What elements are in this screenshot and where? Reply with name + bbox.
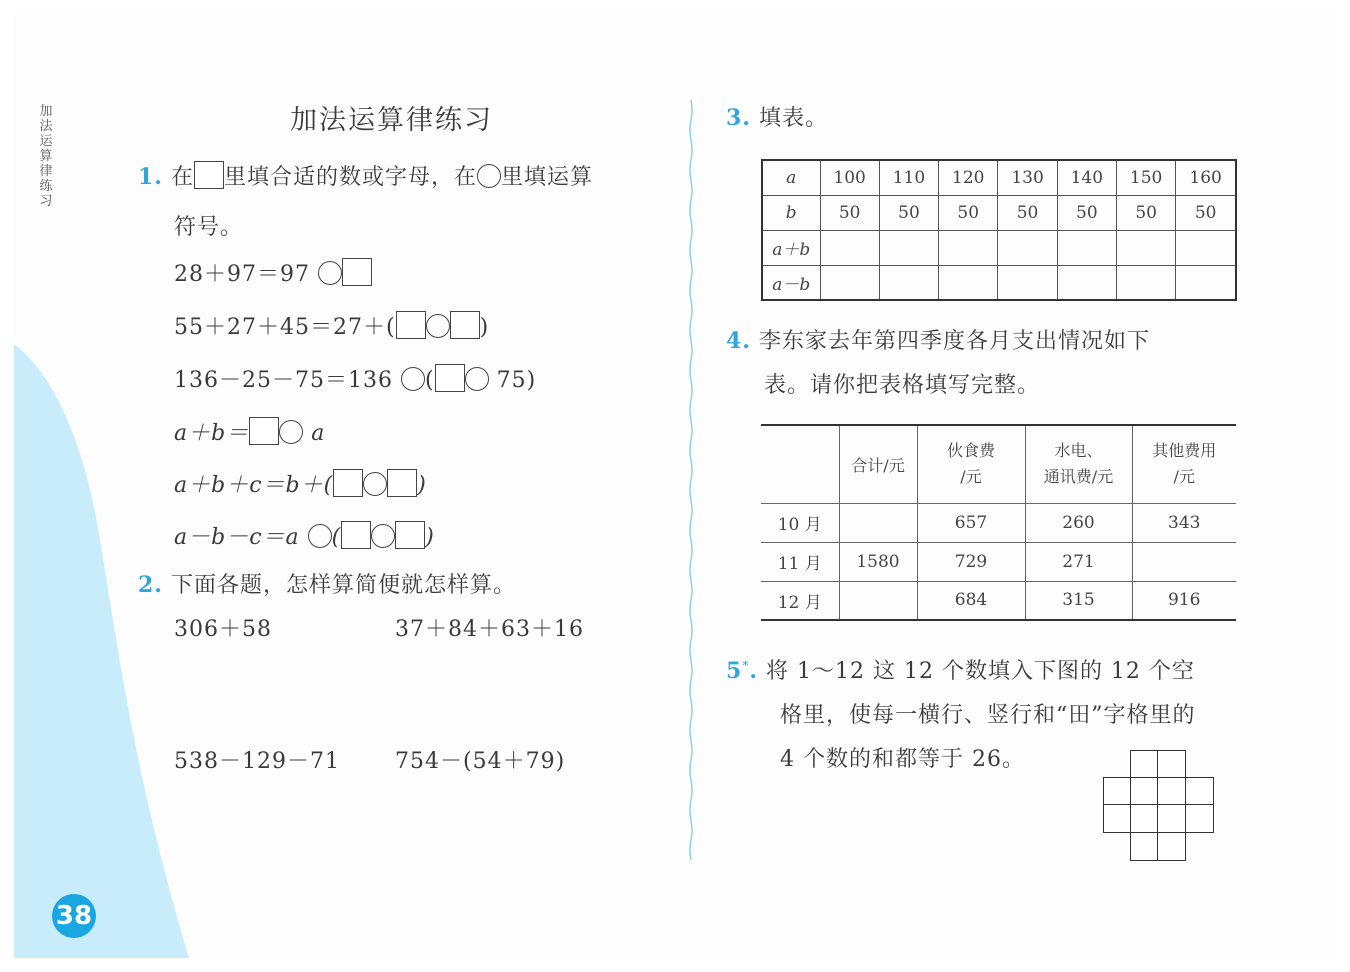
answer-cell[interactable] xyxy=(820,230,879,265)
expr: 55＋27＋45＝27＋( xyxy=(174,315,396,340)
table-row xyxy=(761,581,1236,620)
q4-number: 4. xyxy=(726,328,751,354)
answer-box[interactable] xyxy=(395,521,425,549)
q2-expr-3: 538－129－71 xyxy=(174,749,340,774)
table-row xyxy=(762,265,1236,300)
row-label: a－b xyxy=(762,265,820,300)
center-divider xyxy=(689,100,693,860)
answer-box[interactable] xyxy=(435,364,465,392)
expr: 136－25－75＝136 xyxy=(174,368,393,393)
table-cell: 916 xyxy=(1132,581,1236,620)
workbook-page xyxy=(14,14,1336,958)
page-number: 38 xyxy=(52,894,96,938)
grid-cell[interactable] xyxy=(1185,804,1214,833)
q1-text-c: 里填运算 xyxy=(501,165,594,190)
answer-cell[interactable] xyxy=(998,230,1057,265)
answer-cell[interactable] xyxy=(1176,230,1236,265)
table-cell: 150 xyxy=(1116,160,1175,195)
q4-prompt xyxy=(726,324,1150,355)
answer-circle[interactable] xyxy=(279,420,303,444)
row-label: b xyxy=(762,195,820,230)
answer-cell[interactable] xyxy=(839,503,917,542)
table-row xyxy=(761,503,1236,542)
q5-dot: . xyxy=(749,658,758,684)
answer-circle[interactable] xyxy=(426,314,450,338)
var-a: a xyxy=(311,421,326,446)
grid-cell[interactable] xyxy=(1103,777,1132,806)
answer-box[interactable] xyxy=(341,521,371,549)
answer-box[interactable] xyxy=(333,469,363,497)
answer-box[interactable] xyxy=(342,258,372,286)
grid-cell[interactable] xyxy=(1157,777,1186,806)
header-other: 其他费用 /元 xyxy=(1132,425,1236,503)
paren-open: ( xyxy=(331,525,342,550)
table-cell: 100 xyxy=(820,160,879,195)
row-label: a xyxy=(762,160,820,195)
side-title: 加 法 运 算 律 练 习 xyxy=(39,104,53,209)
q4-prompt-2: 表。请你把表格填写完整。 xyxy=(764,373,1041,398)
header-total: 合计/元 xyxy=(839,425,917,503)
table-row xyxy=(762,195,1236,230)
grid-cell[interactable] xyxy=(1130,804,1159,833)
expr-tail: 75) xyxy=(488,368,537,393)
table-row xyxy=(762,160,1236,195)
q3-number: 3. xyxy=(726,105,751,131)
answer-cell[interactable] xyxy=(1116,230,1175,265)
q1-prompt-2: 符号。 xyxy=(174,215,244,240)
table-cell: 110 xyxy=(879,160,938,195)
table-cell: 657 xyxy=(917,503,1025,542)
answer-cell[interactable] xyxy=(839,581,917,620)
q5-number: 5 xyxy=(726,658,743,684)
q1-text-a: 在 xyxy=(170,165,194,190)
table-cell: 140 xyxy=(1057,160,1116,195)
table-cell: 729 xyxy=(917,542,1025,581)
row-label: a＋b xyxy=(762,230,820,265)
q1-line-5 xyxy=(174,468,427,499)
table-cell: 50 xyxy=(998,195,1057,230)
corner-cell xyxy=(761,425,839,503)
q2-number: 2. xyxy=(138,572,163,598)
expr: a＋b＋c＝b＋( xyxy=(174,473,334,498)
q1-number: 1. xyxy=(138,164,163,190)
table-cell: 160 xyxy=(1176,160,1236,195)
table-row xyxy=(762,230,1236,265)
grid-cell[interactable] xyxy=(1185,777,1214,806)
table-cell: 684 xyxy=(917,581,1025,620)
puzzle-grid xyxy=(1103,750,1221,868)
expr: 28＋97＝97 xyxy=(174,262,310,287)
table-cell: 50 xyxy=(820,195,879,230)
answer-cell[interactable] xyxy=(1057,265,1116,300)
expr: a＋b＝ xyxy=(174,421,250,446)
header-utilities: 水电、 通讯费/元 xyxy=(1025,425,1132,503)
paren-close: ) xyxy=(417,473,427,498)
page-title: 加法运算律练习 xyxy=(290,105,493,136)
q1-line-4 xyxy=(174,416,325,447)
answer-circle[interactable] xyxy=(401,367,425,391)
grid-cell[interactable] xyxy=(1130,832,1159,861)
grid-cell[interactable] xyxy=(1157,750,1186,779)
answer-box[interactable] xyxy=(387,469,417,497)
q5-line-3: 4 个数的和都等于 26。 xyxy=(780,747,1025,772)
answer-circle[interactable] xyxy=(308,524,332,548)
q4-text-1: 李东家去年第四季度各月支出情况如下 xyxy=(758,329,1150,354)
month-cell: 10 月 xyxy=(761,503,839,542)
q1-line-3 xyxy=(174,363,536,394)
q3-text: 填表。 xyxy=(758,106,828,131)
table-cell: 50 xyxy=(1057,195,1116,230)
answer-box[interactable] xyxy=(194,161,224,189)
answer-circle[interactable] xyxy=(477,164,501,188)
grid-cell[interactable] xyxy=(1157,832,1186,861)
table-cell: 50 xyxy=(879,195,938,230)
table-row xyxy=(761,542,1236,581)
q5-line-2: 格里，使每一横行、竖行和“田”字格里的 xyxy=(780,703,1196,728)
q2-expr-2: 37＋84＋63＋16 xyxy=(395,617,584,642)
answer-cell[interactable] xyxy=(939,230,998,265)
header-food: 伙食费 /元 xyxy=(917,425,1025,503)
answer-box[interactable] xyxy=(450,311,480,339)
table-cell: 50 xyxy=(1176,195,1236,230)
q1-line-2 xyxy=(174,310,489,341)
q3-table xyxy=(761,159,1237,301)
table-cell: 271 xyxy=(1025,542,1132,581)
q5-star: * xyxy=(742,658,750,673)
answer-circle[interactable] xyxy=(465,367,489,391)
table-cell: 315 xyxy=(1025,581,1132,620)
table-cell: 50 xyxy=(1116,195,1175,230)
q1-line-6 xyxy=(174,520,435,551)
answer-box[interactable] xyxy=(396,311,426,339)
paren-open: ( xyxy=(424,368,435,393)
expr: a－b－c＝a xyxy=(174,525,300,550)
q2-expr-4: 754－(54＋79) xyxy=(395,749,566,774)
answer-circle[interactable] xyxy=(371,524,395,548)
q2-text: 下面各题，怎样算简便就怎样算。 xyxy=(170,573,516,598)
q1-text-b: 里填合适的数或字母，在 xyxy=(223,165,477,190)
paren-close: ) xyxy=(425,525,435,550)
table-cell: 120 xyxy=(939,160,998,195)
answer-cell[interactable] xyxy=(1176,265,1236,300)
answer-circle[interactable] xyxy=(363,472,387,496)
table-header-row xyxy=(761,425,1236,503)
answer-circle[interactable] xyxy=(318,261,342,285)
answer-cell[interactable] xyxy=(998,265,1057,300)
answer-cell[interactable] xyxy=(879,265,938,300)
table-cell: 260 xyxy=(1025,503,1132,542)
table-cell: 130 xyxy=(998,160,1057,195)
answer-cell[interactable] xyxy=(879,230,938,265)
grid-cell[interactable] xyxy=(1103,804,1132,833)
q2-expr-1: 306＋58 xyxy=(174,617,272,642)
q4-table xyxy=(761,424,1236,621)
q1-prompt xyxy=(138,160,593,191)
q2-prompt xyxy=(138,568,516,599)
answer-box[interactable] xyxy=(249,417,279,445)
q3-prompt xyxy=(726,101,828,132)
table-cell: 1580 xyxy=(839,542,917,581)
q5-line-1: 将 1～12 这 12 个数填入下图的 12 个空 xyxy=(765,659,1195,684)
answer-cell[interactable] xyxy=(1116,265,1175,300)
q5-prompt xyxy=(726,654,1195,685)
answer-cell[interactable] xyxy=(939,265,998,300)
table-cell: 50 xyxy=(939,195,998,230)
month-cell: 11 月 xyxy=(761,542,839,581)
answer-cell[interactable] xyxy=(820,265,879,300)
answer-cell[interactable] xyxy=(1132,542,1236,581)
month-cell: 12 月 xyxy=(761,581,839,620)
grid-cell[interactable] xyxy=(1130,777,1159,806)
paren-close: ) xyxy=(479,315,490,340)
answer-cell[interactable] xyxy=(1057,230,1116,265)
grid-cell[interactable] xyxy=(1130,750,1159,779)
q1-line-1 xyxy=(174,257,372,288)
grid-cell[interactable] xyxy=(1157,804,1186,833)
table-cell: 343 xyxy=(1132,503,1236,542)
